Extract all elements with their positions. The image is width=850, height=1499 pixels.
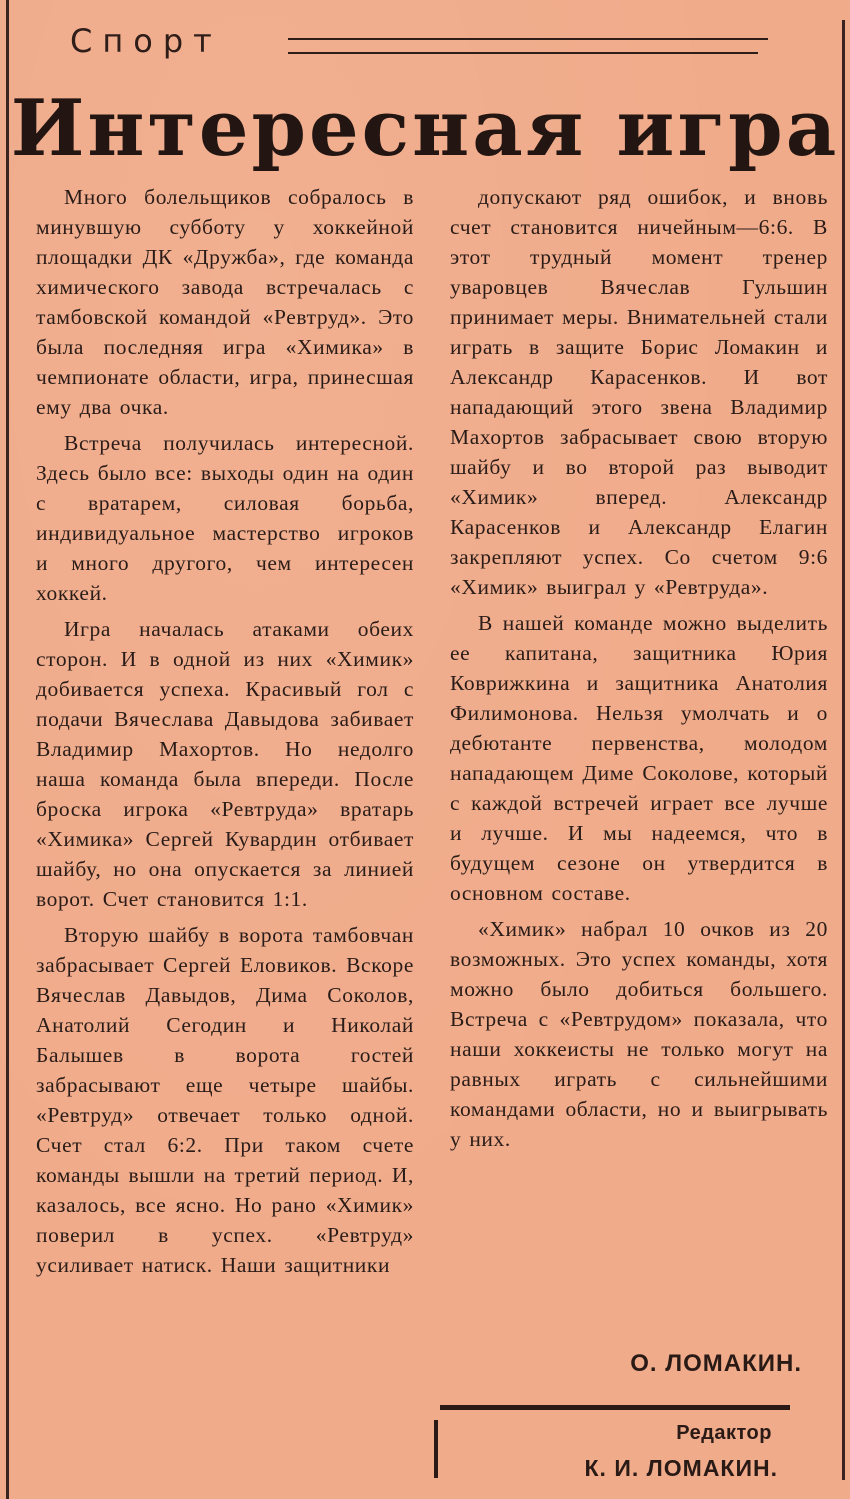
editor-name: К. И. ЛОМАКИН. bbox=[584, 1455, 778, 1481]
section-rubric: Спорт bbox=[70, 22, 222, 60]
editor-rule bbox=[440, 1405, 790, 1410]
rubric-rule bbox=[288, 38, 768, 40]
paragraph: Игра началась атаками обеих сторон. И в одной из них «Химик» добивается успеха. Красивый гол с подачи Вячеслава Давыдова забивает Владимир Махортов. Но недолго наша команда была впереди. После броска игрока «Ревтруда» вратарь «Химика» Сергей Кувардин отбивает шайбу, но она опускается за линией ворот. Счет становится 1:1. bbox=[36, 617, 414, 911]
author-signature: О. ЛОМАКИН. bbox=[630, 1350, 802, 1377]
paragraph: Встреча получилась интересной. Здесь было все: выходы один на один с вратарем, силовая борьба, индивидуальное мастерство игроков и много другого, чем интересен хоккей. bbox=[36, 431, 414, 605]
page-border-left bbox=[6, 0, 9, 1499]
paragraph: В нашей команде можно выделить ее капитана, защитника Юрия Коврижкина и защитника Анатолия Филимонова. Нельзя умолчать и о дебютанте первенства, молодом нападающем Диме Соколове, который с каждой встречей играет все лучше и лучше. И мы надеемся, что в будущем сезоне он утвердится в основном составе. bbox=[450, 611, 828, 905]
article-column-left bbox=[36, 182, 414, 1286]
paragraph: Вторую шайбу в ворота тамбовчан забрасывает Сергей Еловиков. Вскоре Вячеслав Давыдов, Дима Соколов, Анатолий Сегодин и Николай Балышев в ворота гостей забрасывают еще четыре шайбы. «Ревтруд» отвечает только одной. Счет стал 6:2. При таком счете команды вышли на третий период. И, казалось, все ясно. Но рано «Химик» поверил в успех. «Ревтруд» усиливает натиск. Наши защитники bbox=[36, 923, 414, 1277]
paragraph: «Химик» набрал 10 очков из 20 возможных. Это успех команды, хотя можно было добиться большего. Встреча с «Ревтрудом» показала, что наши хоккеисты не только могут на равных играть с сильнейшими командами области, но и выигрывать у них. bbox=[450, 917, 828, 1151]
article-column-right bbox=[450, 182, 828, 1160]
article-headline: Интересная игра bbox=[10, 83, 840, 174]
editor-label: Редактор bbox=[676, 1422, 772, 1444]
editor-box-border bbox=[434, 1420, 438, 1478]
rubric-rule bbox=[288, 52, 758, 54]
paragraph: Много болельщиков собралось в минувшую субботу у хоккейной площадки ДК «Дружба», где команда химического завода встречалась с тамбовской командой «Ревтруд». Это была последняя игра «Химика» в чемпионате области, игра, принесшая ему два очка. bbox=[36, 185, 414, 419]
page-border-right bbox=[842, 20, 845, 1480]
paragraph: допускают ряд ошибок, и вновь счет становится ничейным—6:6. В этот трудный момент тренер уваровцев Вячеслав Гульшин принимает меры. Внимательней стали играть в защите Борис Ломакин и Александр Карасенков. И вот нападающий этого звена Владимир Махортов забрасывает свою вторую шайбу и во второй раз выводит «Химик» вперед. Александр Карасенков и Александр Елагин закрепляют успех. Со счетом 9:6 «Химик» выиграл у «Ревтруда». bbox=[450, 185, 828, 599]
